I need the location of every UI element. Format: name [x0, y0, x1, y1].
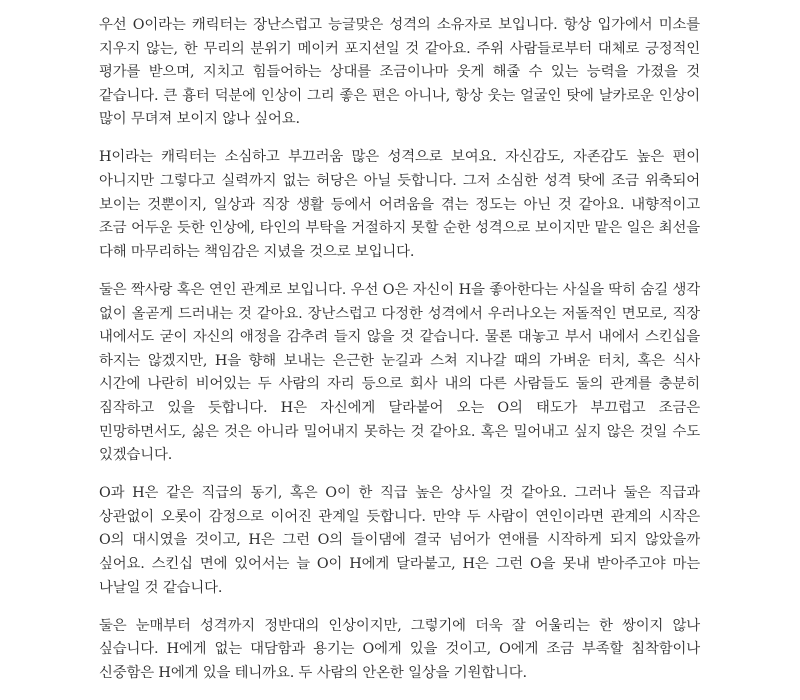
paragraph-h-character: H이라는 캐릭터는 소심하고 부끄러움 많은 성격으로 보여요. 자신감도, 자존감도 높은 편이 아니지만 그렇다고 실력까지 없는 허당은 아닐 듯합니다. 그저 소심한 성격 탓에 조금 위축되어 보이는 것뿐이지, 일상과 직장 생활 등에서 어려움을 겪는 정도는 아닌 것 같아요. 내향적이고 조금 어두운 듯한 인상에, 타인의 부탁을 거절하지 못할 순한 성격으로 보이지만 맡은 일은 최선을 다해 마무리하는 책임감은 지녔을 것으로 보입니다. [99, 149, 700, 260]
document-body [99, 14, 700, 700]
paragraph-relationship: 둘은 짝사랑 혹은 연인 관계로 보입니다. 우선 O은 자신이 H을 좋아한다는 사실을 딱히 숨길 생각 없이 올곧게 드러내는 것 같아요. 장난스럽고 다정한 성격에서 우러나오는 저돌적인 면모로, 직장 내에서도 굳이 자신의 애정을 감추려 들지 않을 것 같습니다. 물론 대놓고 부서 내에서 스킨십을 하지는 않겠지만, H을 향해 보내는 은근한 눈길과 스쳐 지나갈 때의 가벼운 터치, 혹은 식사 시간에 나란히 비어있는 두 사람의 자리 등으로 회사 내의 다른 사람들도 둘의 관계를 충분히 짐작하고 있을 듯합니다. H은 자신에게 달라붙어 오는 O의 태도가 부끄럽고 조금은 민망하면서도, 싫은 것은 아니라 밀어내지 못하는 것 같아요. 혹은 밀어내고 싶지 않은 것일 수도 있겠습니다. [99, 281, 700, 464]
paragraph-workplace: O과 H은 같은 직급의 동기, 혹은 O이 한 직급 높은 상사일 것 같아요. 그러나 둘은 직급과 상관없이 오롯이 감정으로 이어진 관계일 듯합니다. 만약 두 사람이 연인이라면 관계의 시작은 O의 대시였을 것이고, H은 그런 O의 들이댐에 결국 넘어가 연애를 시작하게 되지 않았을까 싶어요. 스킨십 면에 있어서는 늘 O이 H에게 달라붙고, H은 그런 O을 못내 받아주고야 마는 나날일 것 같습니다. [99, 485, 700, 596]
paragraph-conclusion: 둘은 눈매부터 성격까지 정반대의 인상이지만, 그렇기에 더욱 잘 어울리는 한 쌍이지 않나 싶습니다. H에게 없는 대담함과 용기는 O에게 있을 것이고, O에게 조금 부족할 침착함이나 신중함은 H에게 있을 테니까요. 두 사람의 안온한 일상을 기원합니다. [99, 617, 700, 681]
paragraph-o-character: 우선 O이라는 캐릭터는 장난스럽고 능글맞은 성격의 소유자로 보입니다. 항상 입가에서 미소를 지우지 않는, 한 무리의 분위기 메이커 포지션일 것 같아요. 주위 사람들로부터 대체로 긍정적인 평가를 받으며, 지치고 힘들어하는 상대를 조금이나마 웃게 해줄 수 있는 능력을 가졌을 것 같습니다. 큰 흉터 덕분에 인상이 그리 좋은 편은 아니나, 항상 웃는 얼굴인 탓에 날카로운 인상이 많이 무뎌져 보이지 않나 싶어요. [99, 17, 700, 128]
